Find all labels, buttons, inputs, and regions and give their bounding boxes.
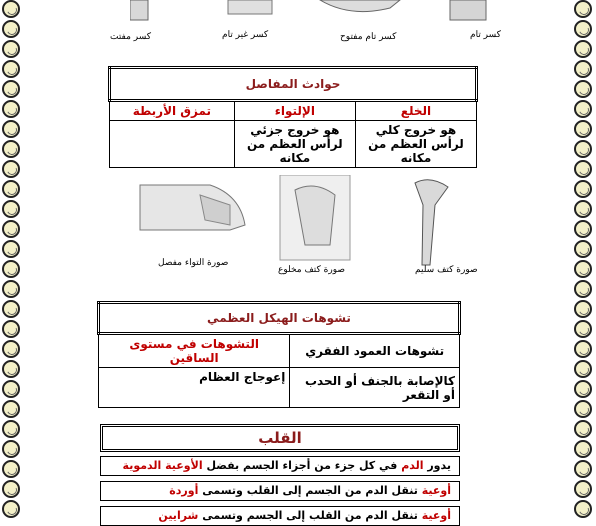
ring-ornament — [574, 420, 592, 438]
cell-dislocation: هو خروج كلي لرأس العظم من مكانه — [355, 121, 476, 168]
ring-ornament — [2, 100, 20, 118]
ring-ornament — [2, 20, 20, 38]
joints-table — [108, 66, 478, 168]
ring-ornament — [2, 320, 20, 338]
header-legs: التشوهات في مستوى الساقين — [99, 334, 290, 368]
ring-ornament — [2, 280, 20, 298]
ring-ornament — [574, 440, 592, 458]
ring-ornament — [2, 340, 20, 358]
heart-line-3-part-1: أوعية — [421, 509, 451, 522]
ring-ornament — [2, 460, 20, 478]
ring-ornament — [574, 380, 592, 398]
ring-ornament — [2, 40, 20, 58]
ring-ornament — [574, 60, 592, 78]
ring-ornament — [2, 260, 20, 278]
ring-ornament — [2, 200, 20, 218]
ring-ornament — [574, 120, 592, 138]
skeleton-table — [97, 301, 461, 408]
ring-ornament — [2, 380, 20, 398]
heart-line-2-part-3: أوردة — [169, 484, 199, 497]
ring-ornament — [574, 20, 592, 38]
ring-ornament — [574, 180, 592, 198]
skeleton-title: تشوهات الهيكل العظمي — [99, 303, 460, 334]
complete-fracture-image — [450, 0, 486, 20]
ring-ornament — [574, 80, 592, 98]
dislocated-shoulder-image — [280, 175, 350, 260]
ring-ornament — [574, 220, 592, 238]
left-ring-border — [2, 0, 22, 525]
cell-legs: إعوجاج العظام — [99, 368, 290, 408]
caption-open-fracture: كسر تام مفتوح — [340, 32, 397, 42]
right-ring-border — [574, 0, 594, 525]
sprained-ankle-image — [140, 185, 245, 230]
caption-sprained-joint: صورة التواء مفصل — [158, 258, 229, 268]
ring-ornament — [574, 100, 592, 118]
ring-ornament — [2, 420, 20, 438]
heart-line-1-part-1: يدور — [423, 459, 451, 472]
ring-ornament — [2, 400, 20, 418]
healthy-shoulder-image — [415, 180, 448, 265]
ring-ornament — [574, 200, 592, 218]
ring-ornament — [2, 180, 20, 198]
header-spine: تشوهات العمود الفقري — [290, 334, 460, 368]
ring-ornament — [2, 120, 20, 138]
ring-ornament — [2, 500, 20, 518]
caption-incomplete-fracture: كسر غير تام — [222, 30, 269, 40]
caption-healthy-shoulder: صورة كتف سليم — [415, 265, 478, 275]
fragmented-fracture-image — [130, 0, 148, 20]
ring-ornament — [574, 500, 592, 518]
heart-line-1 — [100, 456, 460, 476]
caption-fragmented-fracture: كسر مفتت — [110, 32, 152, 42]
ring-ornament — [2, 160, 20, 178]
ring-ornament — [574, 480, 592, 498]
ring-ornament — [2, 140, 20, 158]
cell-spine: كالإصابة بالجنف أو الحدب أو التقعر — [290, 368, 460, 408]
ring-ornament — [2, 300, 20, 318]
header-sprain: الإلتواء — [234, 101, 355, 121]
heart-line-3 — [100, 506, 460, 526]
ring-ornament — [574, 240, 592, 258]
ring-ornament — [574, 0, 592, 18]
caption-complete-fracture: كسر تام — [470, 30, 501, 40]
ring-ornament — [2, 440, 20, 458]
heart-line-1-part-2: الدم — [401, 459, 424, 472]
ring-ornament — [574, 300, 592, 318]
header-ligament-tear: تمزق الأربطة — [110, 101, 235, 121]
fracture-images — [130, 0, 490, 22]
ring-ornament — [2, 240, 20, 258]
heart-title: القلب — [100, 424, 460, 452]
ring-ornament — [2, 0, 20, 18]
heart-line-1-part-4: الأوعية الدموية — [122, 459, 203, 472]
cell-sprain: هو خروج جزئي لرأس العظم من مكانه — [234, 121, 355, 168]
heart-line-2-part-2: تنقل الدم من الجسم إلى القلب وتسمى — [198, 484, 422, 497]
incomplete-fracture-image — [228, 0, 272, 14]
ring-ornament — [574, 40, 592, 58]
heart-line-2-part-1: أوعية — [421, 484, 451, 497]
heart-line-2 — [100, 481, 460, 501]
ring-ornament — [574, 280, 592, 298]
ring-ornament — [2, 60, 20, 78]
caption-dislocated-shoulder: صورة كتف مخلوع — [278, 265, 346, 275]
ring-ornament — [574, 140, 592, 158]
ring-ornament — [2, 80, 20, 98]
ring-ornament — [574, 460, 592, 478]
heart-line-3-part-2: تنقل الدم من القلب إلى الجسم وتسمى — [198, 509, 422, 522]
joints-title: حوادث المفاصل — [110, 68, 477, 101]
ring-ornament — [574, 340, 592, 358]
ring-ornament — [2, 480, 20, 498]
ring-ornament — [574, 320, 592, 338]
ring-ornament — [574, 400, 592, 418]
ring-ornament — [574, 360, 592, 378]
ring-ornament — [2, 360, 20, 378]
cell-ligament-tear — [110, 121, 235, 168]
ring-ornament — [2, 220, 20, 238]
heart-line-1-part-3: في كل جزء من أجزاء الجسم بفضل — [202, 459, 402, 472]
joint-images — [130, 175, 470, 270]
heart-line-3-part-3: شرايين — [158, 509, 199, 522]
open-fracture-image — [320, 0, 400, 12]
ring-ornament — [574, 260, 592, 278]
header-dislocation: الخلع — [355, 101, 476, 121]
ring-ornament — [574, 160, 592, 178]
